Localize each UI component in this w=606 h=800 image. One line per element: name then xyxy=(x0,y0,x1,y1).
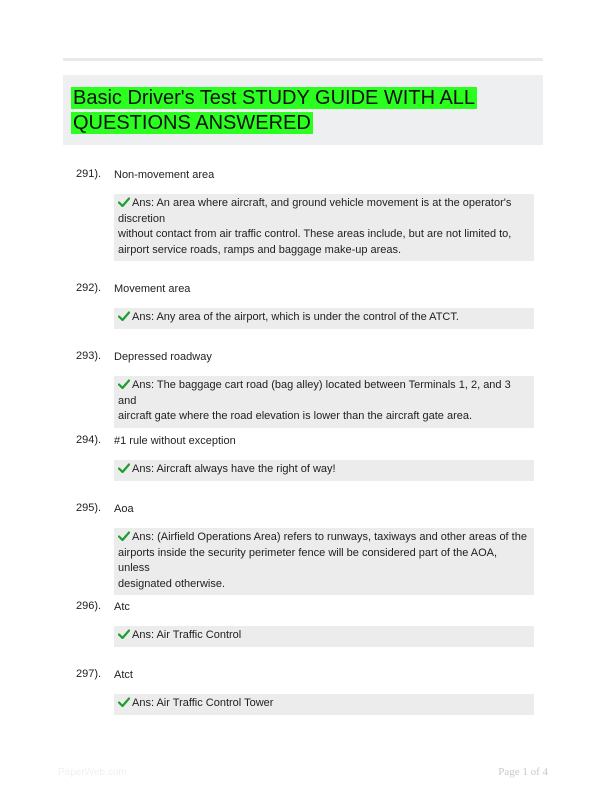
answer-box: Ans: (Airfield Operations Area) refers to runways, taxiways and other areas of the airports inside the security perimeter fence will be considered part of the AOA, unless designated otherwise. xyxy=(114,528,534,595)
check-icon xyxy=(118,531,130,541)
check-icon xyxy=(118,463,130,473)
question-text: Depressed roadway xyxy=(114,351,212,363)
answer-box: Ans: The baggage cart road (bag alley) located between Terminals 1, 2, and 3 and aircraft gate where the road elevation is lower than the aircraft gate area. xyxy=(114,376,534,428)
question-text: Atct xyxy=(114,669,133,681)
check-icon xyxy=(118,379,130,389)
check-icon xyxy=(118,197,130,207)
title-banner xyxy=(63,75,543,145)
question-text: Non-movement area xyxy=(114,169,215,181)
question-text: Aoa xyxy=(114,503,134,515)
footer-watermark: PaperWeb.com xyxy=(58,767,127,778)
answer-box: Ans: Aircraft always have the right of way! xyxy=(114,460,534,481)
answer-box: Ans: Air Traffic Control Tower xyxy=(114,694,534,715)
answer-box: Ans: Any area of the airport, which is under the control of the ATCT. xyxy=(114,308,534,329)
question-number: 295). xyxy=(76,502,102,514)
question-number: 294). xyxy=(76,434,102,446)
check-icon xyxy=(118,697,130,707)
check-icon xyxy=(118,311,130,321)
page-number: Page 1 of 4 xyxy=(498,766,548,778)
check-icon xyxy=(118,629,130,639)
question-number: 292). xyxy=(76,282,102,294)
page-title: Basic Driver's Test STUDY GUIDE WITH ALL QUESTIONS ANSWERED xyxy=(73,87,476,134)
question-number: 293). xyxy=(76,350,102,362)
question-text: #1 rule without exception xyxy=(114,435,236,447)
question-number: 296). xyxy=(76,600,102,612)
answer-box: Ans: Air Traffic Control xyxy=(114,626,534,647)
top-divider xyxy=(63,58,543,61)
question-number: 291). xyxy=(76,168,102,180)
question-text: Movement area xyxy=(114,283,191,295)
question-text: Atc xyxy=(114,601,130,613)
question-number: 297). xyxy=(76,668,102,680)
answer-box: Ans: An area where aircraft, and ground vehicle movement is at the operator's discretion without contact from air traffic control. These areas include, but are not limited to, airport service roads, ramps and baggage make-up areas. xyxy=(114,194,534,261)
